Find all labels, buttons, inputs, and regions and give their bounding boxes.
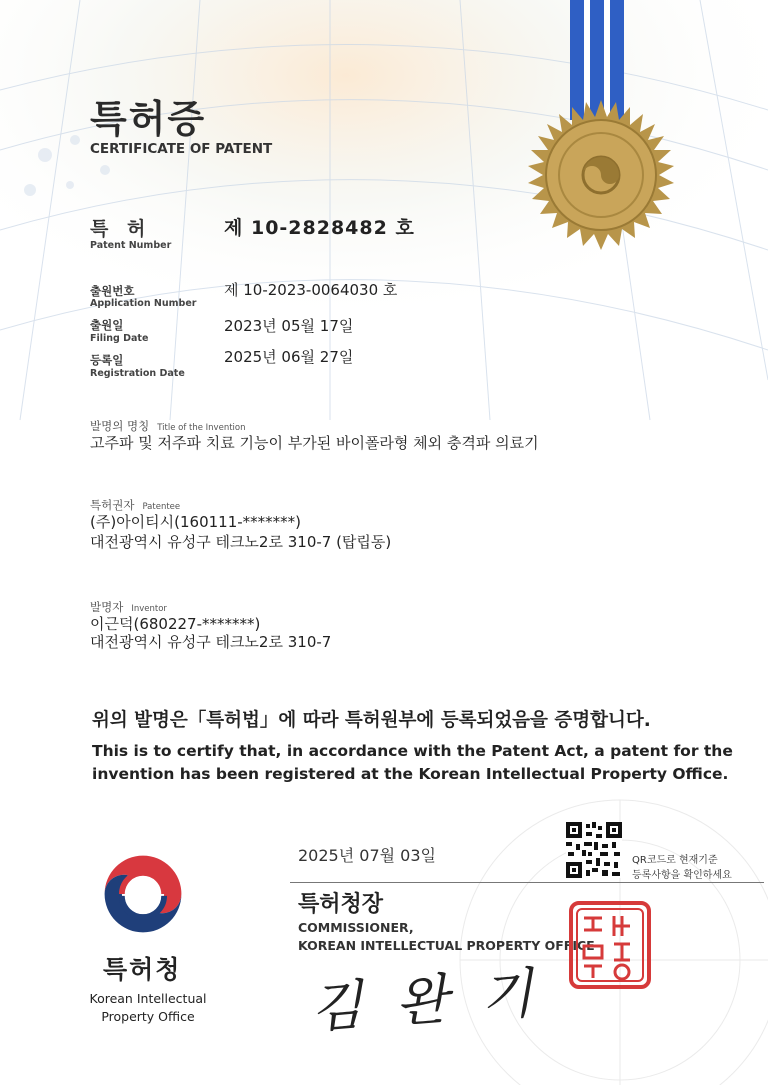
commissioner-title-ko: 특허청장 — [298, 892, 384, 917]
patentee-name: (주)아이티시(160111-*******) — [90, 513, 302, 531]
inventor-name: 이근덕(680227-*******) — [90, 615, 261, 633]
patent-number-label: 특 허 — [90, 218, 152, 240]
kipo-taegeuk-logo-icon — [95, 846, 191, 942]
issue-date: 2025년 07월 03일 — [298, 846, 436, 865]
invention-title-label-en: Title of the Invention — [157, 423, 246, 433]
commissioner-title-en-1: COMMISSIONER, — [298, 920, 414, 935]
qr-code-icon[interactable] — [566, 822, 622, 878]
official-stamp-icon — [568, 900, 652, 990]
invention-title-value: 고주파 및 저주파 치료 기능이 부가된 바이폴라형 체외 충격파 의료기 — [90, 434, 539, 452]
inventor-label-en: Inventor — [131, 604, 167, 614]
inventor-address: 대전광역시 유성구 테크노2로 310-7 — [90, 633, 332, 651]
gold-seal-medal-icon — [506, 0, 696, 290]
certification-statement-en-2: invention has been registered at the Korean Intellectual Property Office. — [92, 765, 729, 783]
patent-number-value: 제 10-2828482 호 — [224, 217, 415, 239]
patentee-address: 대전광역시 유성구 테크노2로 310-7 (탑립동) — [90, 533, 392, 551]
application-number-label-en: Application Number — [90, 298, 197, 309]
filing-date-label-en: Filing Date — [90, 333, 149, 344]
registration-date-value: 2025년 06월 27일 — [224, 348, 354, 366]
qr-note-line-2: 등록사항을 확인하세요 — [632, 870, 732, 881]
certification-statement-en-1: This is to certify that, in accordance with the Patent Act, a patent for the — [92, 742, 733, 760]
certification-statement-ko: 위의 발명은「특허법」에 따라 특허원부에 등록되었음을 증명합니다. — [92, 710, 651, 731]
patentee-label-en: Patentee — [142, 502, 181, 512]
divider-line — [290, 882, 764, 883]
invention-title-label: 발명의 명칭 — [90, 419, 150, 433]
page-title: 특허증 — [90, 97, 207, 141]
application-number-value: 제 10-2023-0064030 호 — [224, 281, 398, 299]
office-name-en-2: Property Office — [101, 1009, 195, 1024]
page-subtitle: CERTIFICATE OF PATENT — [90, 141, 273, 157]
registration-date-label: 등록일 — [90, 353, 124, 367]
application-number-label: 출원번호 — [90, 284, 135, 298]
filing-date-value: 2023년 05월 17일 — [224, 317, 354, 335]
inventor-label: 발명자 — [90, 600, 124, 614]
qr-note-line-1: QR코드로 현재기준 — [632, 855, 718, 866]
commissioner-title-en-2: KOREAN INTELLECTUAL PROPERTY OFFICE — [298, 938, 595, 953]
patentee-label: 특허권자 — [90, 498, 135, 512]
registration-date-label-en: Registration Date — [90, 368, 185, 379]
patent-number-label-en: Patent Number — [90, 240, 172, 251]
office-name-ko: 특허청 — [103, 955, 182, 984]
office-name-en-1: Korean Intellectual — [89, 991, 207, 1006]
commissioner-signature: 김 완 기 — [308, 961, 544, 1040]
filing-date-label: 출원일 — [90, 318, 124, 332]
